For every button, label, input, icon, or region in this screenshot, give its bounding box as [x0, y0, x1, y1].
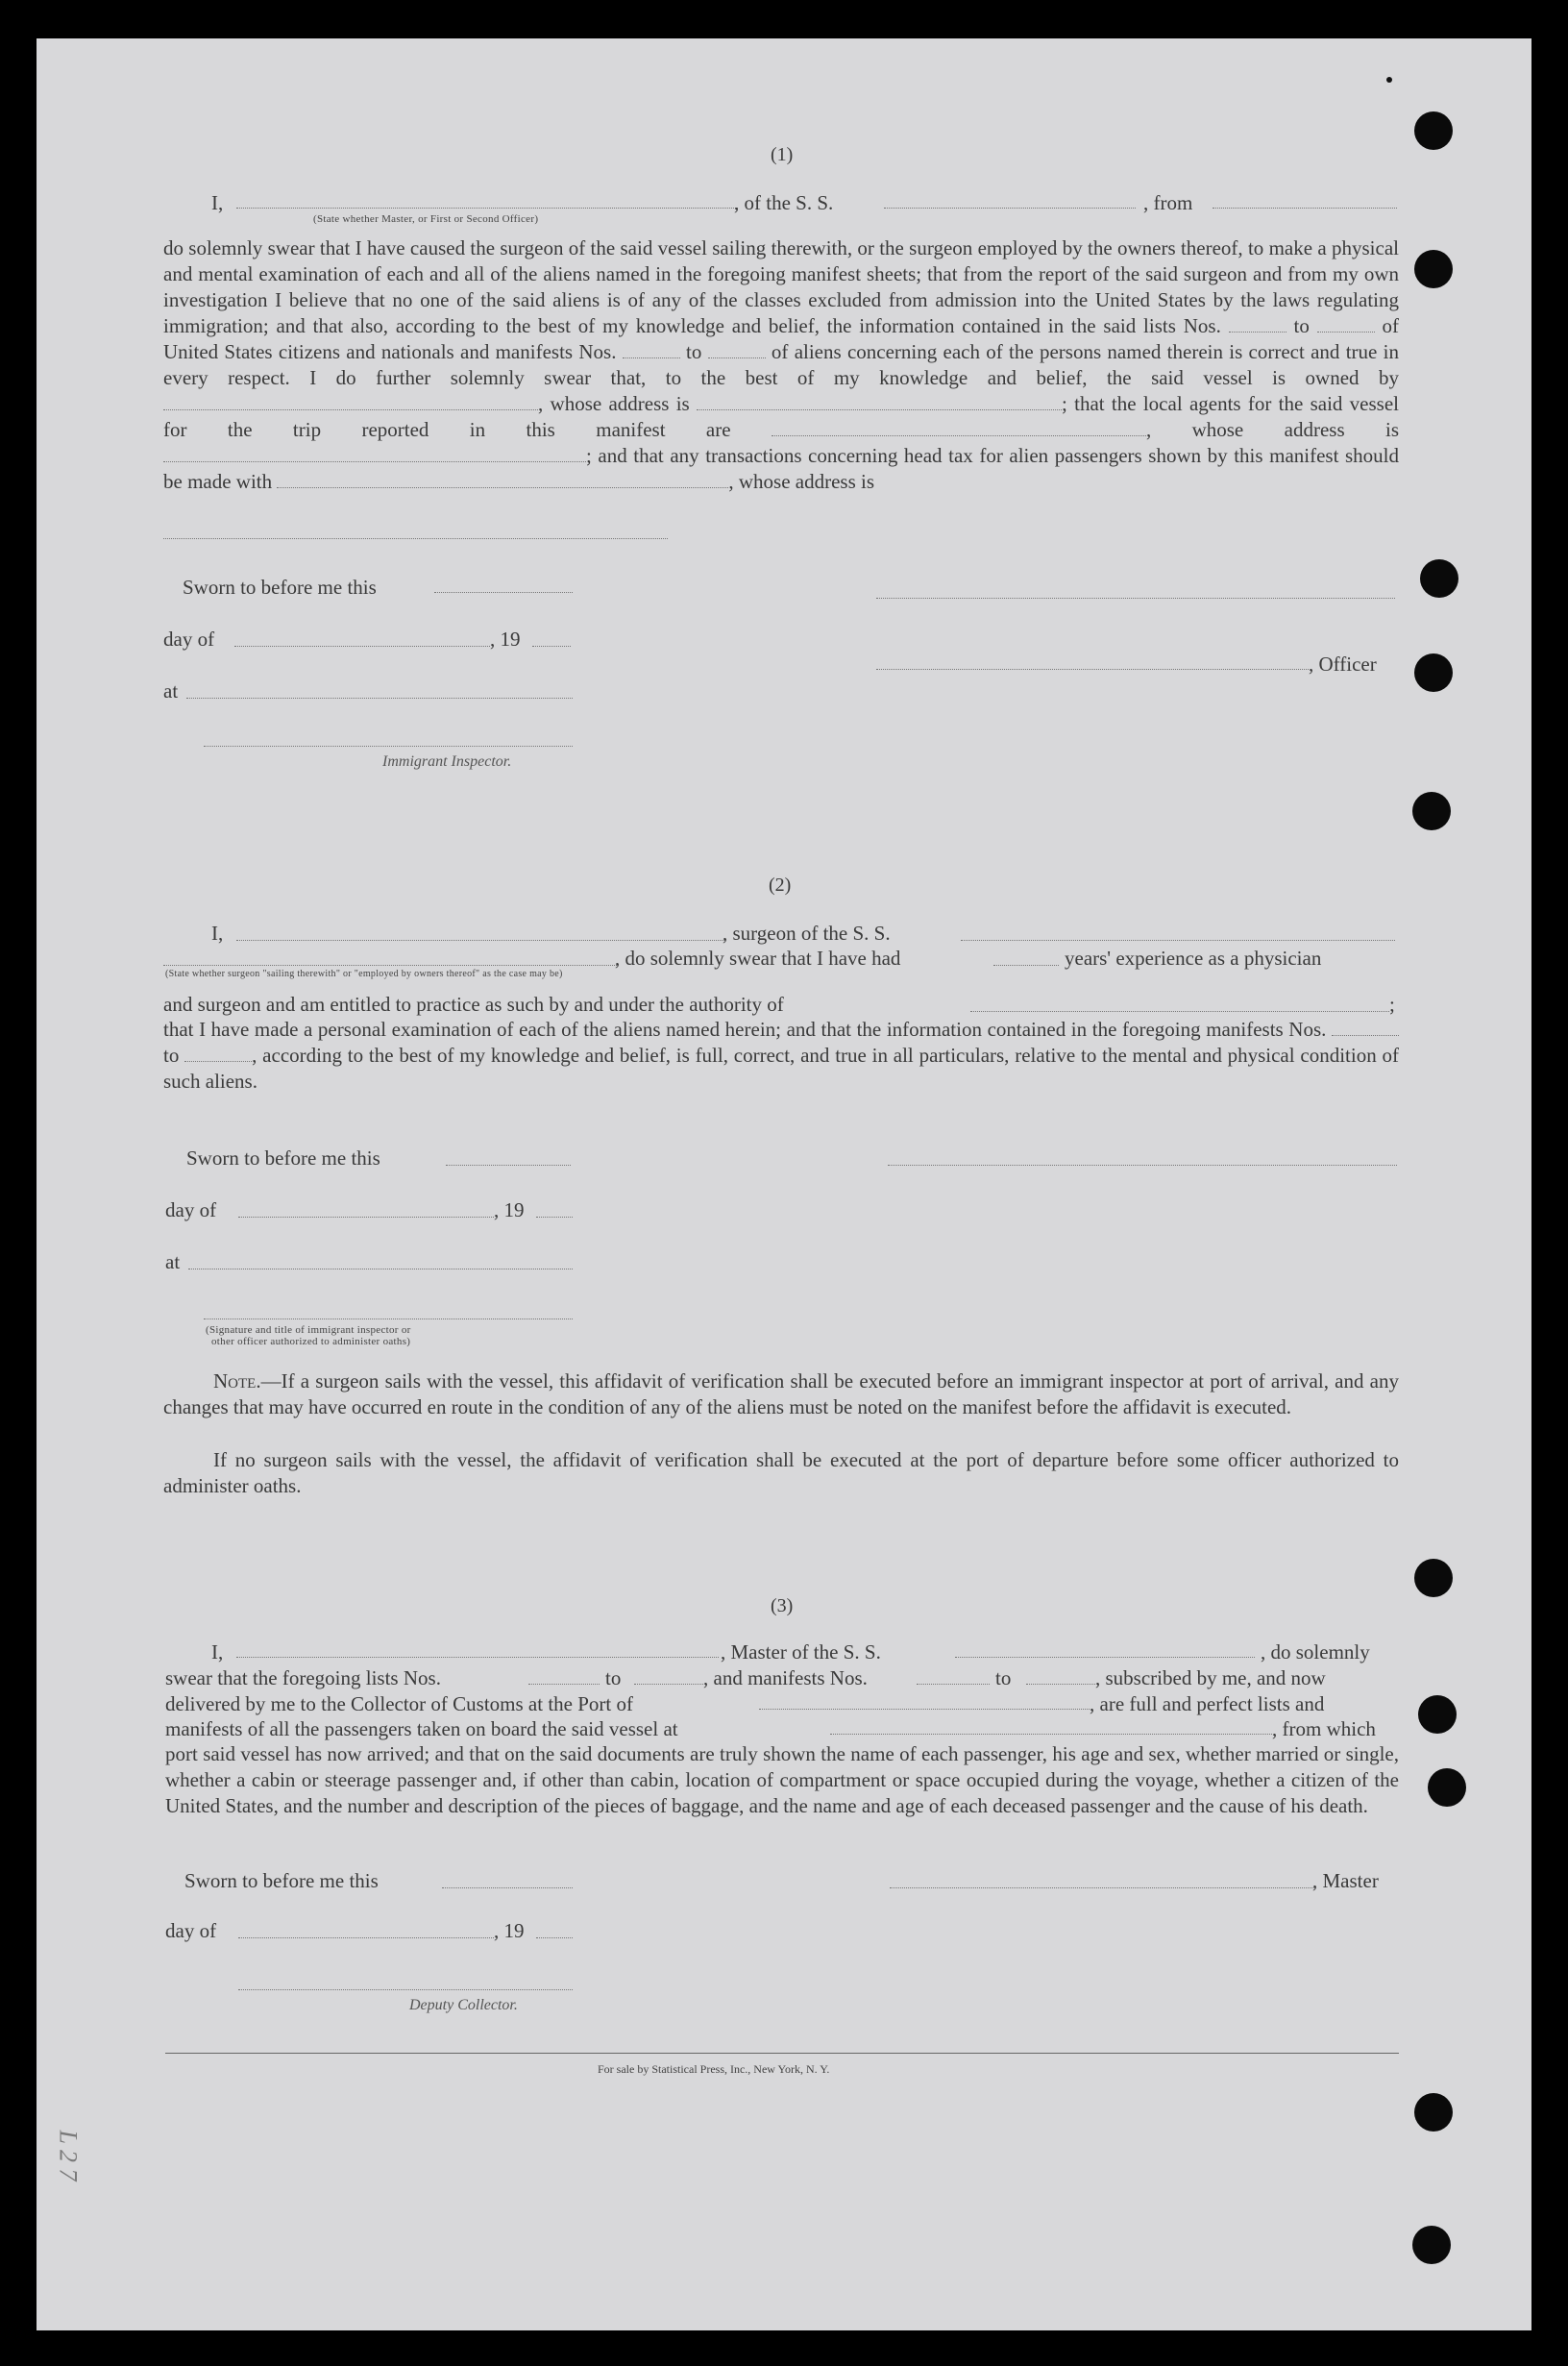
s2-surgeon-type-blank[interactable] — [163, 965, 617, 966]
section-2-number: (2) — [769, 875, 792, 896]
s2-note-label: Note. — [213, 1369, 261, 1392]
s1-inspector-caption: Immigrant Inspector. — [382, 753, 512, 770]
s3-are-full: , are full and perfect lists and — [1090, 1692, 1325, 1715]
s3-to1: to — [605, 1666, 622, 1689]
punch-hole — [1414, 653, 1453, 692]
punch-hole — [1412, 792, 1451, 830]
s3-master: , Master — [1312, 1869, 1379, 1892]
punch-hole — [1428, 1768, 1466, 1807]
s3-embark-port-blank[interactable] — [830, 1734, 1272, 1735]
s1-head-tax: ; and that any transactions concerning head tax for alien passengers shown by this manifest should be made with — [163, 444, 1399, 493]
section-1-number: (1) — [771, 144, 794, 165]
margin-mark: L 2 7 — [54, 2130, 83, 2181]
s1-inspector-sig-blank[interactable] — [204, 746, 573, 747]
s2-years-blank[interactable] — [993, 965, 1059, 966]
section-3-number: (3) — [771, 1595, 794, 1616]
s1-local-agents: ; that the local agents for the said vessel for the trip reported in this manifest are — [163, 392, 1399, 441]
s3-lists-from-blank[interactable] — [528, 1684, 600, 1685]
s2-body3: , according to the best of my knowledge and belief, is full, correct, and true in all particulars, relative to the mental and physical condition of such aliens. — [163, 1044, 1399, 1093]
s1-i: I, — [211, 191, 224, 214]
s3-manifests-of: manifests of all the passengers taken on board the said vessel at — [165, 1717, 678, 1740]
s3-delivered: delivered by me to the Collector of Customs at the Port of — [165, 1692, 633, 1715]
s1-of-ss: , of the S. S. — [734, 191, 834, 214]
punch-hole — [1414, 250, 1453, 288]
s3-swear-lists: swear that the foregoing lists Nos. — [165, 1666, 441, 1689]
s2-i: I, — [211, 922, 224, 945]
s2-year: , 19 — [494, 1198, 525, 1221]
s1-owner-address-blank[interactable] — [697, 394, 1062, 410]
s1-at: at — [163, 679, 179, 702]
s1-lists-to-blank[interactable] — [1317, 316, 1375, 333]
s1-day-of: day of — [163, 628, 215, 651]
s3-master-of: , Master of the S. S. — [721, 1640, 881, 1664]
s1-aliens: of aliens concerning each of the persons named therein is correct and true in every respect. I do further solemnly swear that, to the best of my knowledge and belief, the said vessel is owned by — [163, 340, 1399, 389]
punch-hole — [1412, 2226, 1451, 2264]
footer-rule — [165, 2053, 1399, 2054]
s1-year-blank[interactable] — [532, 646, 571, 647]
s2-body2-text: that I have made a personal examination of each of the aliens named herein; and that the information contained in the foregoing manifests Nos. — [163, 1018, 1327, 1041]
s2-sig-caption-2: other officer authorized to administer oaths) — [211, 1336, 411, 1347]
s3-sworn: Sworn to before me this — [184, 1869, 379, 1892]
s3-sworn-date-blank[interactable] — [442, 1887, 573, 1888]
s1-year: , 19 — [490, 628, 521, 651]
punch-hole — [1420, 559, 1458, 598]
s3-subscribed: , subscribed by me, and now — [1095, 1666, 1326, 1689]
s1-to1: to — [1293, 314, 1310, 337]
punch-hole — [1414, 1559, 1453, 1597]
s1-sworn-date-blank[interactable] — [434, 592, 573, 593]
s3-deputy-sig-blank[interactable] — [238, 1989, 573, 1990]
s3-ship-name-blank[interactable] — [955, 1657, 1255, 1658]
s3-from-which: , from which — [1272, 1717, 1376, 1740]
s2-day-of-blank[interactable] — [238, 1217, 494, 1218]
s3-year: , 19 — [494, 1919, 525, 1942]
s3-port-blank[interactable] — [759, 1709, 1090, 1710]
s2-years: years' experience as a physician — [1065, 947, 1322, 970]
s1-whose-address3: , whose address is — [728, 470, 875, 493]
s1-officer: , Officer — [1309, 653, 1377, 676]
s1-whose-address2: whose address is — [1191, 418, 1400, 441]
s1-officer-blank[interactable] — [876, 669, 1309, 670]
s2-ship-name-blank[interactable] — [961, 940, 1395, 941]
s1-head-tax-blank[interactable] — [277, 472, 728, 488]
s3-deputy-caption: Deputy Collector. — [409, 1997, 518, 2013]
s1-citizens: of United States citizens and nationals and manifests Nos. — [163, 314, 1400, 363]
speck — [1386, 77, 1392, 83]
s2-do-swear: , do solemnly swear that I have had — [615, 947, 901, 970]
s3-lists-to-blank[interactable] — [634, 1684, 703, 1685]
s2-body2 — [163, 1017, 1399, 1095]
s2-surgeon-caption: (State whether surgeon "sailing therewith" or "employed by owners thereof" as the case may be) — [165, 969, 563, 979]
s3-manifests-to-blank[interactable] — [1026, 1684, 1095, 1685]
s2-manifests-from-blank[interactable] — [1332, 1020, 1399, 1036]
s1-whose-address: , whose address is — [538, 392, 690, 415]
s2-note-text: —If a surgeon sails with the vessel, this affidavit of verification shall be executed before an immigrant inspector at port of arrival, and any changes that may have occurred en route in the condition of any of the aliens must be noted on the manifest before the affidavit is executed. — [163, 1369, 1399, 1418]
s2-note2-text: If no surgeon sails with the vessel, the affidavit of verification shall be executed at the port of departure before some officer authorized to administer oaths. — [163, 1448, 1399, 1497]
s1-signature-blank[interactable] — [876, 598, 1395, 599]
s2-year-blank[interactable] — [536, 1217, 573, 1218]
s2-note — [163, 1368, 1399, 1420]
s2-note2 — [163, 1447, 1399, 1499]
s3-master-name-blank[interactable] — [236, 1657, 719, 1658]
s2-sworn: Sworn to before me this — [186, 1146, 380, 1170]
s1-body-text: do solemnly swear that I have caused the surgeon of the said vessel sailing therewith, or the surgeon employed by the owners thereof, to make a physical and mental examination of each and all of the aliens named in the foregoing manifest sheets; that from the report of the said surgeon and from my own investigation I believe that no one of the said aliens is of any of the classes excluded from admission into the United States by the laws regulating immigration; and that also, according to the best of my knowledge and belief, the information contained in the said lists Nos. — [163, 236, 1399, 337]
s3-i: I, — [211, 1640, 224, 1664]
s1-officer-caption: (State whether Master, or First or Second Officer) — [313, 213, 539, 225]
s2-manifests-to-blank[interactable] — [184, 1046, 252, 1062]
s3-manifests-from-blank[interactable] — [917, 1684, 990, 1685]
s1-day-of-blank[interactable] — [234, 646, 490, 647]
s2-at: at — [165, 1250, 181, 1273]
s2-sig-caption-1: (Signature and title of immigrant inspector or — [206, 1324, 411, 1336]
s2-day-of: day of — [165, 1198, 217, 1221]
s1-ship-name-blank[interactable] — [884, 208, 1136, 209]
s1-head-tax-address-blank[interactable] — [163, 538, 668, 539]
s2-signature-blank[interactable] — [888, 1165, 1397, 1166]
s1-comma: , — [1145, 418, 1152, 441]
punch-hole — [1414, 2093, 1453, 2132]
s3-year-blank[interactable] — [536, 1937, 573, 1938]
s2-semicolon: ; — [1389, 993, 1395, 1016]
s3-and-manifests: , and manifests Nos. — [703, 1666, 868, 1689]
s1-agents-address-blank[interactable] — [163, 446, 586, 462]
s3-body: port said vessel has now arrived; and that on the said documents are truly shown the name of each passenger, his age and sex, whether married or single, whether a cabin or steerage passenger and, if other than cabin, location of compartment or space occupied during the voyage, whether a citizen of the United States, and the number and description of the pieces of baggage, and the name and age of each deceased passenger and the cause of his death. — [165, 1742, 1399, 1817]
s1-to2: to — [686, 340, 702, 363]
s1-body — [163, 235, 1399, 495]
s3-do-solemnly: , do solemnly — [1261, 1640, 1370, 1664]
s3-day-of: day of — [165, 1919, 217, 1942]
s1-at-blank[interactable] — [186, 698, 573, 699]
s1-from-blank[interactable] — [1213, 208, 1397, 209]
s2-surgeon-of: , surgeon of the S. S. — [723, 922, 891, 945]
s1-manifests-from-blank[interactable] — [623, 342, 680, 358]
s1-sworn: Sworn to before me this — [183, 576, 377, 599]
s3-to2: to — [995, 1666, 1012, 1689]
punch-hole — [1418, 1695, 1457, 1734]
s1-agents-blank[interactable] — [772, 420, 1146, 436]
s3-day-of-blank[interactable] — [238, 1937, 494, 1938]
s2-body: and surgeon and am entitled to practice as such by and under the authority of — [163, 993, 784, 1016]
s2-to: to — [163, 1044, 180, 1067]
s1-officer-name-blank[interactable] — [236, 208, 738, 209]
s2-sworn-date-blank[interactable] — [446, 1165, 571, 1166]
s1-lists-from-blank[interactable] — [1229, 316, 1286, 333]
s1-from: , from — [1143, 191, 1193, 214]
footer-imprint: For sale by Statistical Press, Inc., New York, N. Y. — [598, 2062, 830, 2076]
s1-owner-blank[interactable] — [163, 394, 538, 410]
punch-hole — [1414, 111, 1453, 150]
s1-manifests-to-blank[interactable] — [708, 342, 766, 358]
s2-authority-blank[interactable] — [970, 1011, 1389, 1012]
s3-master-sig-blank[interactable] — [890, 1887, 1314, 1888]
s2-surgeon-name-blank[interactable] — [236, 940, 724, 941]
